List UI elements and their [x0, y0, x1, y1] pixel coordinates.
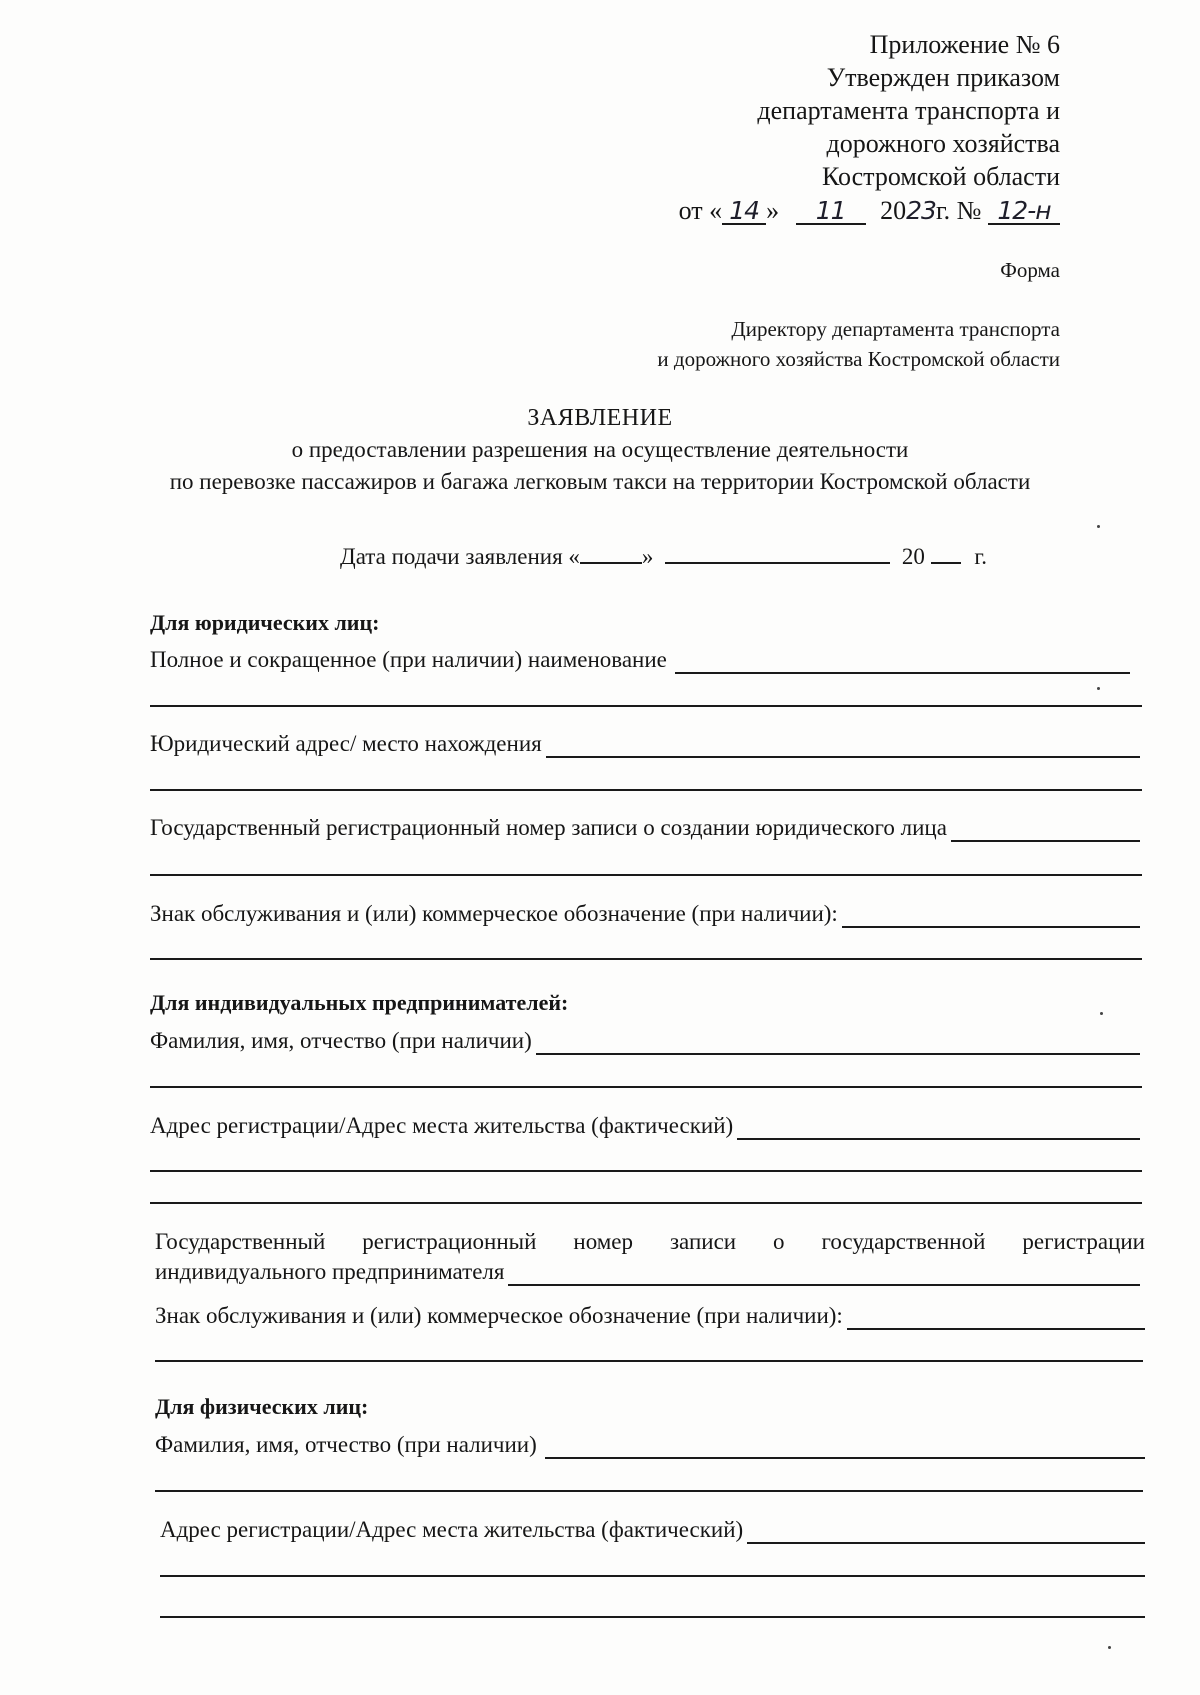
- legal-full-name-field[interactable]: [675, 650, 1130, 674]
- person-address-line3-field[interactable]: [160, 1616, 1145, 1618]
- ip-fio-field[interactable]: [536, 1031, 1140, 1055]
- legal-address-label: Юридический адрес/ место нахождения: [150, 731, 542, 756]
- order-number: 12-н: [988, 199, 1060, 225]
- legal-trademark-label: Знак обслуживания и (или) коммерческое обозначение (при наличии):: [150, 901, 838, 926]
- order-year-prefix: 20: [880, 196, 907, 225]
- approval-line: Утвержден приказом: [826, 63, 1060, 92]
- legal-full-name-label: Полное и сокращенное (при наличии) наименование: [150, 647, 667, 672]
- legal-ogrn-line2-field[interactable]: [150, 874, 1142, 876]
- approval-line: дорожного хозяйства: [826, 129, 1060, 158]
- document-subtitle: по перевозке пассажиров и багажа легковым такси на территории Костромской области: [169, 469, 1031, 494]
- legal-full-name-row: [150, 646, 1130, 674]
- ip-trademark-label: Знак обслуживания и (или) коммерческое обозначение (при наличии):: [155, 1303, 843, 1328]
- person-fio-row: [155, 1431, 1145, 1459]
- scan-speck: [1108, 1646, 1111, 1649]
- section-heading-legal-entities: Для юридических лиц:: [150, 610, 380, 635]
- submission-date-line: [340, 540, 987, 570]
- submission-century: 20: [901, 544, 925, 569]
- form-label: Форма: [1000, 258, 1060, 282]
- order-year: 23: [906, 196, 936, 225]
- ip-fio-line2-field[interactable]: [150, 1086, 1142, 1088]
- order-date-number: [679, 196, 1060, 226]
- order-prefix: от «: [678, 196, 723, 225]
- submission-year-suffix: г.: [974, 544, 988, 569]
- addressee-line: и дорожного хозяйства Костромской области: [657, 347, 1060, 371]
- legal-address-line2-field[interactable]: [150, 789, 1142, 791]
- person-address-row: [160, 1516, 1145, 1544]
- appendix-number: Приложение № 6: [869, 30, 1060, 59]
- document-title: ЗАЯВЛЕНИЕ: [527, 405, 673, 431]
- section-heading-individuals: Для физических лиц:: [155, 1394, 369, 1419]
- legal-trademark-field[interactable]: [842, 904, 1140, 928]
- ip-fio-row: [150, 1027, 1140, 1055]
- ip-address-row: [150, 1112, 1140, 1140]
- person-address-label: Адрес регистрации/Адрес места жительства (фактический): [160, 1517, 744, 1542]
- ip-address-label: Адрес регистрации/Адрес места жительства (фактический): [150, 1113, 734, 1138]
- person-fio-line2-field[interactable]: [155, 1490, 1143, 1492]
- ip-fio-label: Фамилия, имя, отчество (при наличии): [150, 1028, 532, 1053]
- approval-block: [757, 28, 1060, 193]
- approval-line: департамента транспорта и: [757, 96, 1060, 125]
- ip-ogrnip-row: [155, 1258, 1140, 1286]
- legal-trademark-row: [150, 900, 1140, 928]
- scan-speck: [1100, 1012, 1103, 1015]
- ip-trademark-field[interactable]: [847, 1306, 1145, 1330]
- submission-year-field[interactable]: [931, 540, 961, 564]
- scan-speck: [1097, 525, 1100, 528]
- addressee-line: Директору департамента транспорта: [731, 317, 1060, 341]
- submission-month-field[interactable]: [665, 540, 890, 564]
- order-month: 11: [796, 199, 866, 225]
- ip-ogrnip-field[interactable]: [508, 1262, 1140, 1286]
- ip-address-field[interactable]: [737, 1116, 1140, 1140]
- person-address-line2-field[interactable]: [160, 1575, 1145, 1577]
- legal-trademark-line2-field[interactable]: [150, 958, 1142, 960]
- ip-ogrnip-label-line1: Государственный регистрационный номер записи о государственной регистрации: [155, 1229, 1145, 1254]
- legal-address-field[interactable]: [546, 734, 1140, 758]
- addressee-block: [657, 314, 1060, 374]
- ip-ogrnip-label-line2: индивидуального предпринимателя: [155, 1259, 505, 1284]
- person-fio-label: Фамилия, имя, отчество (при наличии): [155, 1432, 537, 1457]
- ip-trademark-row: [155, 1302, 1145, 1330]
- legal-ogrn-label: Государственный регистрационный номер записи о создании юридического лица: [150, 815, 947, 840]
- submission-quote-close: »: [641, 544, 654, 569]
- person-address-field[interactable]: [747, 1520, 1145, 1544]
- order-quote-close: »: [766, 196, 780, 225]
- legal-full-name-line2-field[interactable]: [150, 705, 1142, 707]
- section-heading-entrepreneurs: Для индивидуальных предпринимателей:: [150, 990, 569, 1015]
- ip-trademark-line2-field[interactable]: [155, 1360, 1143, 1362]
- legal-address-row: [150, 730, 1140, 758]
- submission-date-label: Дата подачи заявления «: [340, 544, 580, 569]
- legal-ogrn-field[interactable]: [951, 818, 1140, 842]
- approval-line: Костромской области: [821, 162, 1060, 191]
- person-fio-field[interactable]: [545, 1435, 1145, 1459]
- legal-ogrn-row: [150, 814, 1140, 842]
- ip-address-line2-field[interactable]: [150, 1170, 1142, 1172]
- ip-address-line3-field[interactable]: [150, 1202, 1142, 1204]
- scan-speck: [1097, 687, 1100, 690]
- document-subtitle: о предоставлении разрешения на осуществление деятельности: [291, 437, 909, 462]
- order-number-label: г. №: [935, 196, 982, 225]
- submission-day-field[interactable]: [580, 540, 642, 564]
- order-day: 14: [722, 199, 766, 225]
